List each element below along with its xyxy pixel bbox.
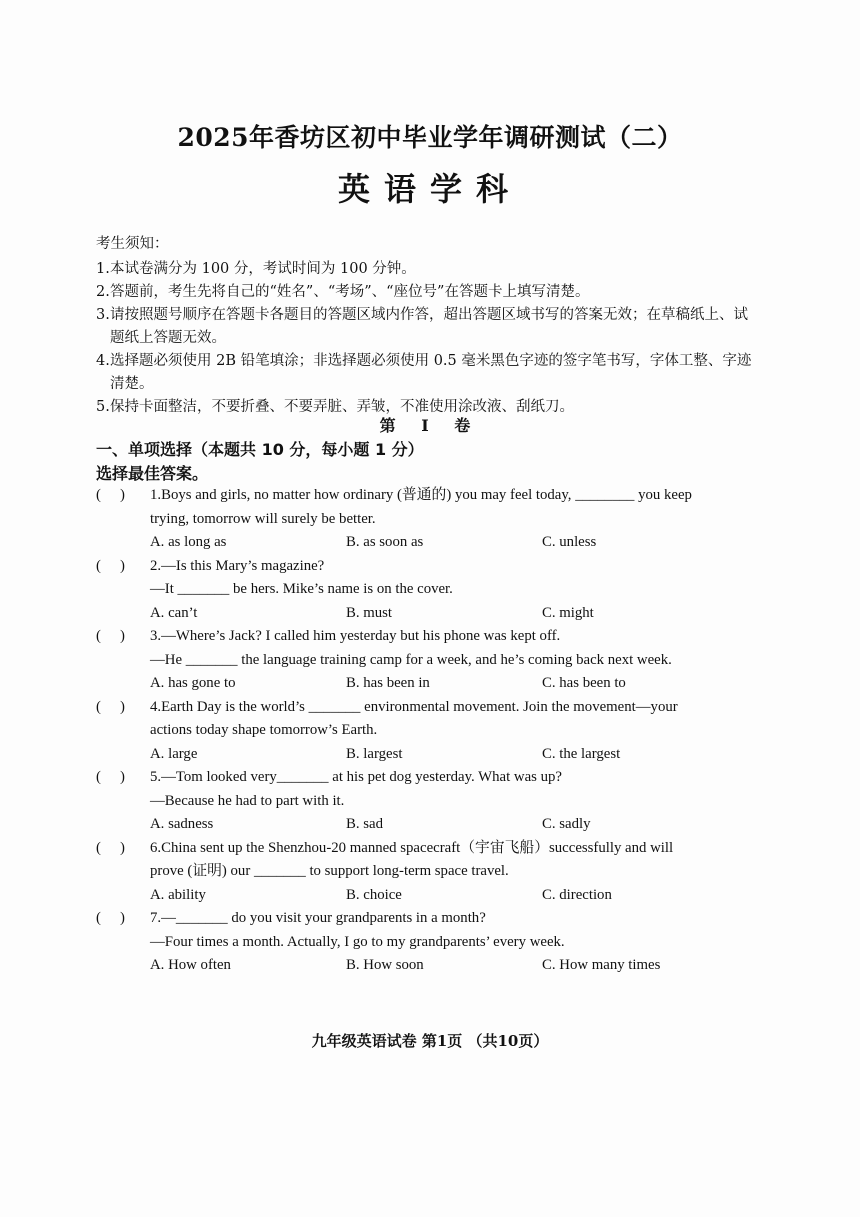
question-text: actions today shape tomorrow’s Earth. (150, 722, 378, 738)
question-text: China sent up the Shenzhou-20 manned spacecraft（宇宙飞船）successfully and will (161, 839, 674, 856)
question-text: —It _______ be hers. Mike’s name is on the cover. (150, 581, 453, 597)
option-a[interactable]: A. as long as (150, 534, 227, 550)
page-footer: 九年级英语试卷 第1页 （共10页） (311, 1032, 549, 1050)
option-c[interactable]: C. the largest (542, 745, 621, 762)
option-a[interactable]: A. sadness (150, 816, 214, 832)
question-number: 7. (150, 910, 162, 926)
question-1 (96, 484, 736, 555)
notice-item-text: 本试卷满分为 100 分，考试时间为 100 分钟。 (110, 261, 416, 277)
option-a[interactable]: A. has gone to (150, 675, 236, 691)
option-row (96, 602, 736, 626)
question-text: —He _______ the language training camp for a week, and he’s coming back next week. (150, 651, 672, 668)
question-text: Boys and girls, no matter how ordinary (普通的) you may feel today, ________ you keep (161, 487, 692, 503)
question-text: trying, tomorrow will surely be better. (150, 510, 376, 527)
option-b[interactable]: B. How soon (346, 957, 424, 973)
answer-bracket[interactable]: ( ) (96, 557, 125, 574)
option-b[interactable]: B. choice (346, 886, 402, 903)
option-b[interactable]: B. must (346, 604, 393, 621)
answer-bracket[interactable]: ( ) (96, 487, 125, 503)
option-a[interactable]: A. ability (150, 886, 206, 903)
question-list (96, 484, 736, 978)
option-b[interactable]: B. sad (346, 816, 383, 832)
volume-label: 第 Ⅰ 卷 (379, 416, 481, 435)
section-instruction: 选择最佳答案。 (96, 464, 209, 483)
answer-bracket[interactable]: ( ) (96, 628, 125, 644)
exam-notice (96, 233, 756, 419)
notice-item (96, 258, 756, 281)
notice-item (96, 350, 756, 396)
notice-item-number: 5. (96, 399, 110, 415)
question-4 (96, 696, 736, 767)
option-b[interactable]: B. has been in (346, 675, 430, 691)
question-text: —Because he had to part with it. (150, 792, 345, 809)
option-c[interactable]: C. might (542, 604, 594, 621)
answer-bracket[interactable]: ( ) (96, 698, 125, 715)
notice-item (96, 281, 756, 304)
option-c[interactable]: C. direction (542, 886, 612, 903)
notice-item-text: 答题前，考生先将自己的“姓名”、“考场”、“座位号”在答题卡上填写清楚。 (110, 284, 590, 300)
notice-item-text: 请按照题号顺序在答题卡各题目的答题区域内作答，超出答题区域书写的答案无效；在草稿纸上、试题纸上答题无效。 (110, 307, 748, 346)
option-a[interactable]: A. can’t (150, 604, 198, 621)
answer-bracket[interactable]: ( ) (96, 839, 125, 856)
option-c[interactable]: C. sadly (542, 816, 591, 832)
answer-bracket[interactable]: ( ) (96, 910, 125, 926)
question-text: Earth Day is the world’s _______ environmental movement. Join the movement—your (161, 698, 678, 715)
question-number: 2. (150, 557, 162, 574)
option-a[interactable]: A. How often (150, 957, 231, 973)
notice-item-number: 1. (96, 261, 110, 277)
option-row (96, 743, 736, 767)
subject-title: 英语学科 (337, 170, 522, 208)
option-b[interactable]: B. largest (346, 745, 403, 762)
option-c[interactable]: C. unless (542, 534, 597, 550)
notice-item-number: 4. (96, 353, 110, 369)
question-text: prove (证明) our _______ to support long-term space travel. (150, 863, 509, 879)
question-text: —Where’s Jack? I called him yesterday but his phone was kept off. (161, 628, 561, 644)
notice-item-number: 2. (96, 284, 110, 300)
question-number: 5. (150, 769, 162, 785)
answer-bracket[interactable]: ( ) (96, 769, 125, 785)
option-row (96, 884, 736, 908)
option-c[interactable]: C. has been to (542, 675, 626, 691)
question-5 (96, 766, 736, 837)
question-number: 6. (150, 839, 162, 856)
question-2 (96, 555, 736, 626)
notice-heading: 考生须知： (96, 236, 169, 252)
option-row (96, 954, 736, 978)
option-b[interactable]: B. as soon as (346, 534, 424, 550)
option-row (96, 813, 736, 837)
option-c[interactable]: C. How many times (542, 957, 661, 973)
option-row (96, 531, 736, 555)
notice-item-number: 3. (96, 307, 110, 323)
section-heading: 一、单项选择（本题共 10 分，每小题 1 分） (96, 440, 424, 459)
question-6 (96, 837, 736, 908)
question-3 (96, 625, 736, 696)
question-text: —Four times a month. Actually, I go to my grandparents’ every week. (150, 933, 565, 950)
question-text: —Is this Mary’s magazine? (161, 557, 325, 574)
question-number: 3. (150, 628, 162, 644)
question-number: 4. (150, 698, 162, 715)
exam-title: 2025年香坊区初中毕业学年调研测试（二） (177, 123, 683, 152)
notice-item (96, 304, 756, 350)
question-text: —Tom looked very_______ at his pet dog yesterday. What was up? (161, 769, 562, 785)
notice-item-text: 选择题必须使用 2B 铅笔填涂；非选择题必须使用 0.5 毫米黑色字迹的签字笔书写，字体工整、字迹清楚。 (110, 353, 752, 392)
question-number: 1. (150, 487, 162, 503)
notice-item-text: 保持卡面整洁，不要折叠、不要弄脏、弄皱，不准使用涂改液、刮纸刀。 (110, 399, 574, 415)
question-text: —_______ do you visit your grandparents in a month? (161, 910, 486, 926)
option-a[interactable]: A. large (150, 745, 198, 762)
option-row (96, 672, 736, 696)
question-7 (96, 907, 736, 978)
